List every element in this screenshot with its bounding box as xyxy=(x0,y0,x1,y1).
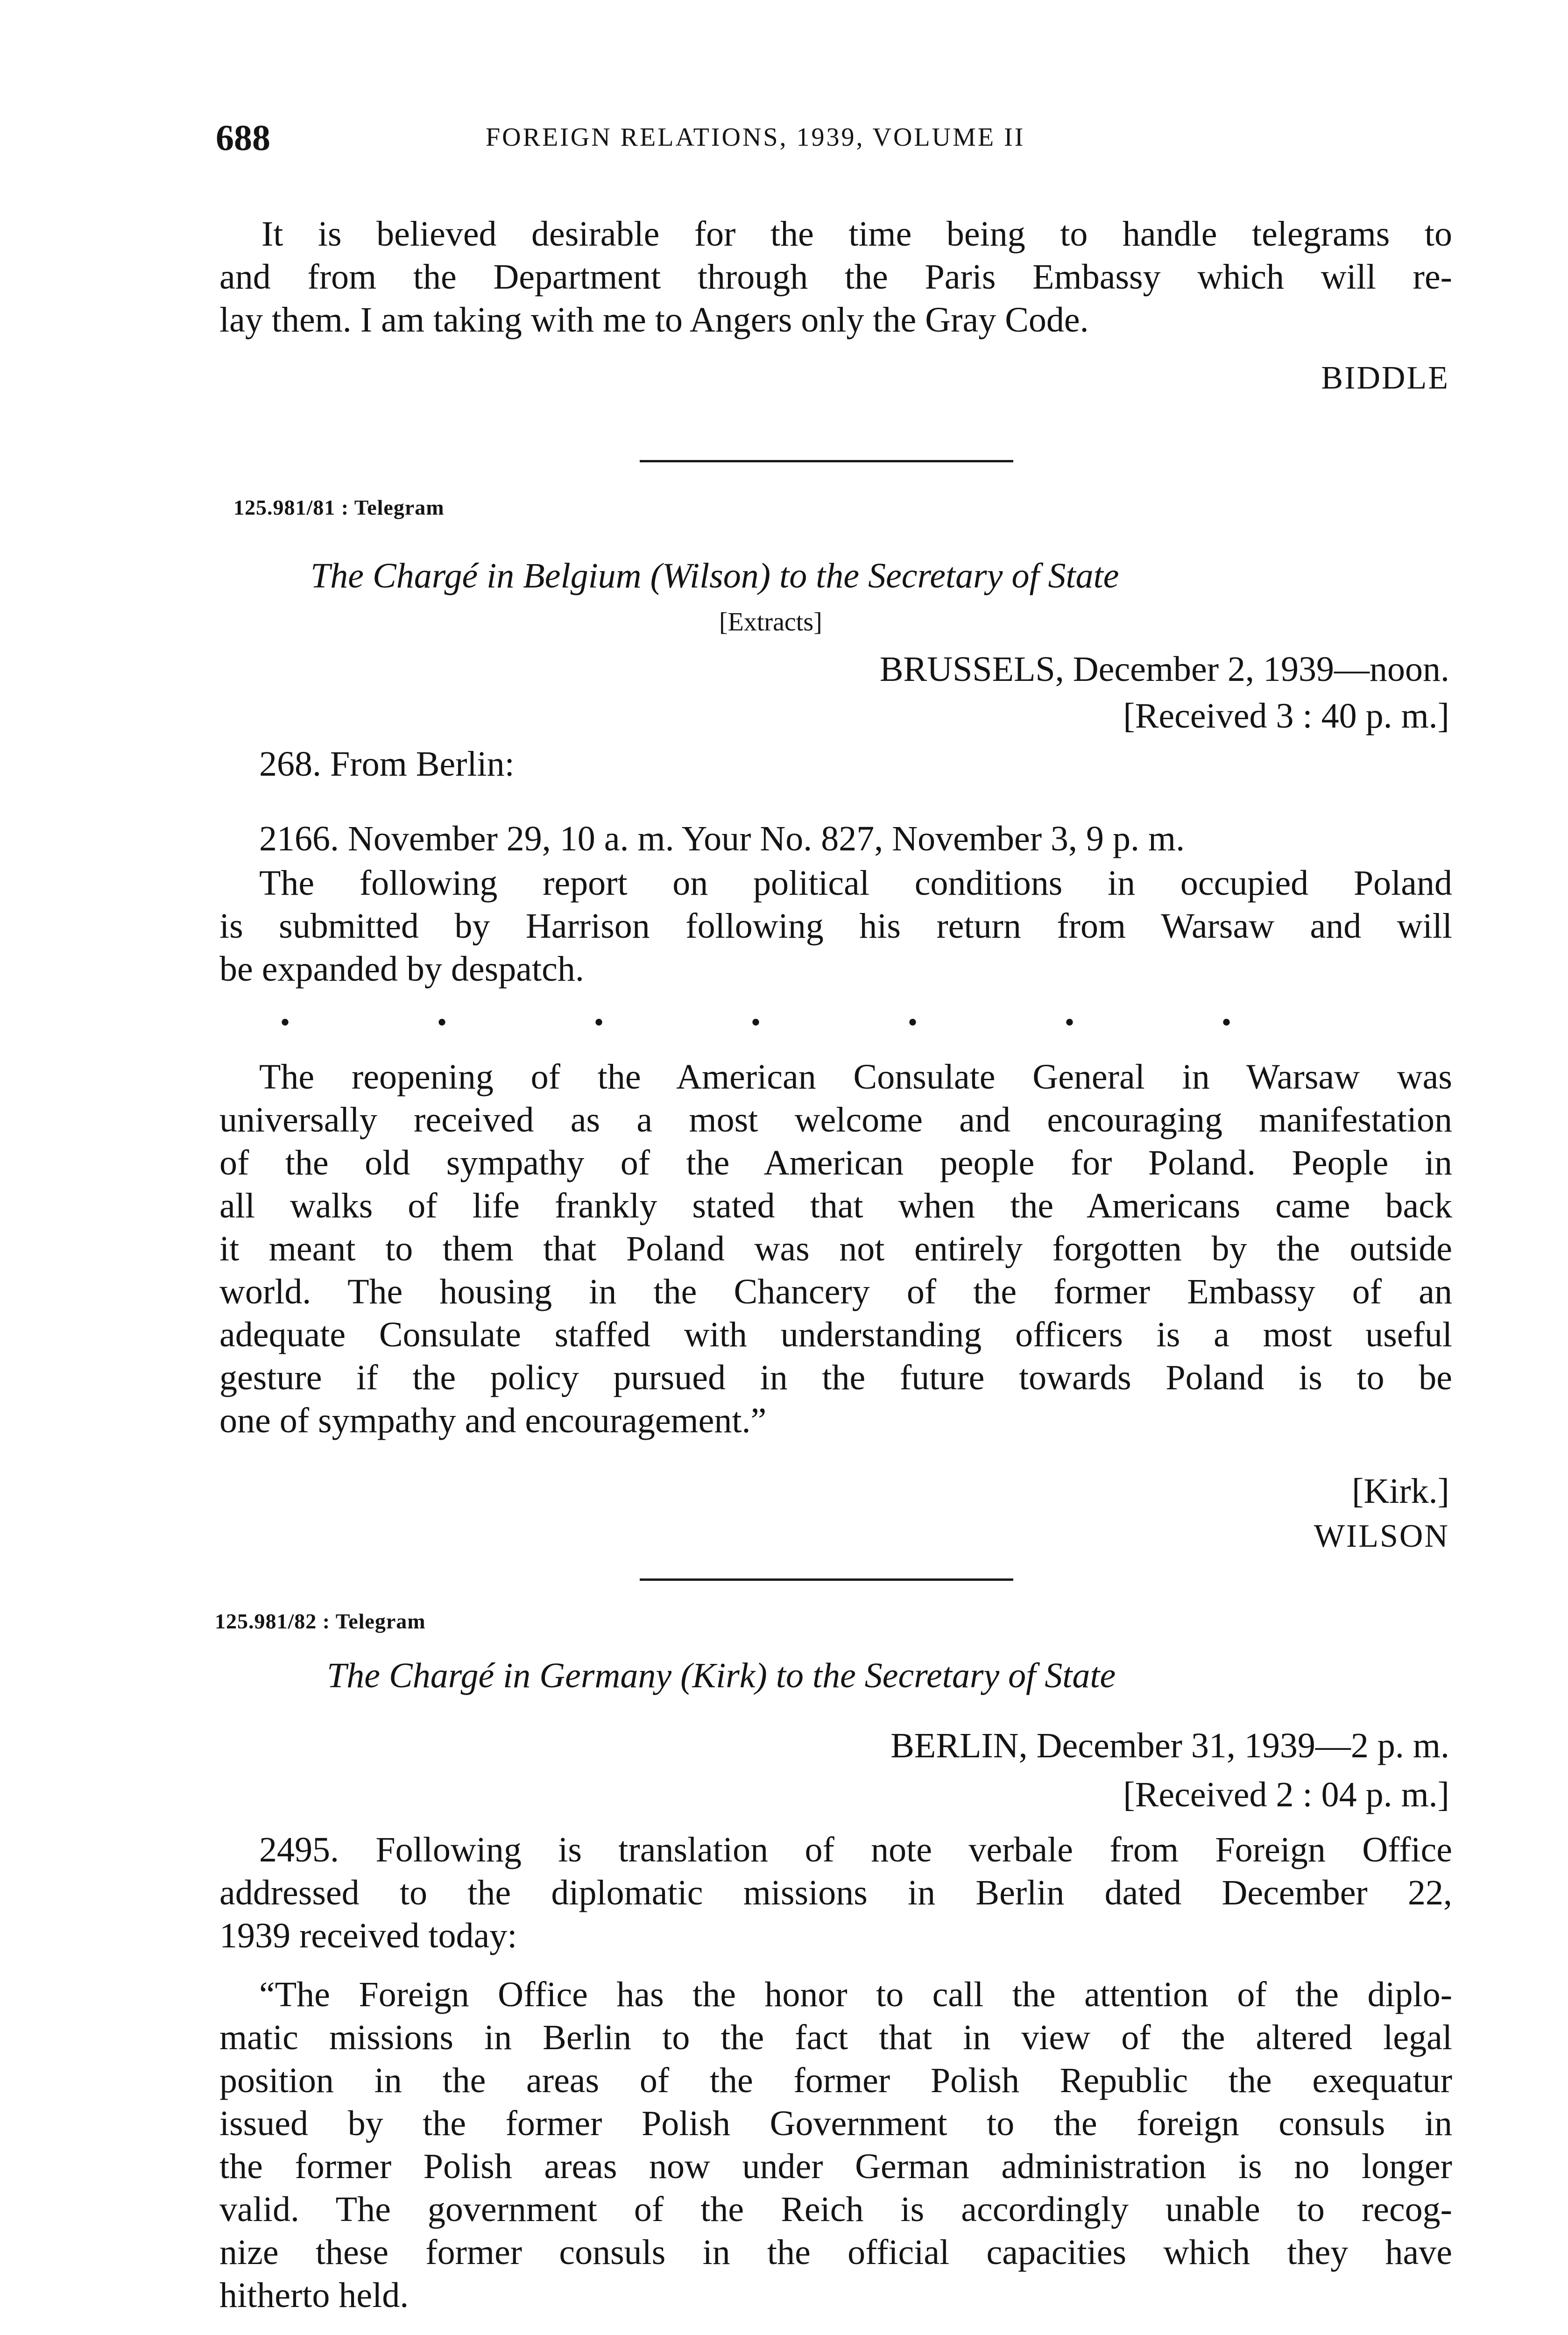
text-line: world. The housing in the Chancery of the former Embassy of an xyxy=(219,1272,1452,1311)
text-line: matic missions in Berlin to the fact that in view of the altered legal xyxy=(219,2018,1452,2057)
doc2-file-number: 125.981/81 : Telegram xyxy=(233,495,445,519)
text-line: issued by the former Polish Government to the foreign consuls in xyxy=(219,2104,1452,2143)
text-line: “The Foreign Office has the honor to call the attention of the diplo- xyxy=(259,1975,1452,2014)
text-line: of the old sympathy of the American people for Poland. People in xyxy=(219,1143,1452,1182)
doc3-note xyxy=(219,1973,1452,2317)
page-number: 688 xyxy=(216,117,270,158)
text-line: adequate Consulate staffed with understanding officers is a most useful xyxy=(219,1315,1452,1354)
text-line: the former Polish areas now under German administration is no longer xyxy=(219,2147,1452,2186)
text-line: 2495. Following is translation of note verbale from Foreign Office xyxy=(259,1830,1452,1869)
doc2-report xyxy=(219,862,1452,991)
doc1-paragraph xyxy=(219,212,1452,341)
ellipsis-dots: • • • • • • • xyxy=(280,1007,1302,1038)
text-line: one of sympathy and encouragement.” xyxy=(219,1401,767,1440)
doc2-dateline: BRUSSELS, December 2, 1939—noon. xyxy=(879,650,1449,689)
text-line: and from the Department through the Paris Embassy which will re- xyxy=(219,257,1452,297)
text-line: universally received as a most welcome and encouraging manifestation xyxy=(219,1100,1452,1139)
doc2-received: [Received 3 : 40 p. m.] xyxy=(1123,696,1449,736)
text-line: nize these former consuls in the official capacities which they have xyxy=(219,2233,1452,2272)
text-line: be expanded by despatch. xyxy=(219,949,584,989)
text-line: position in the areas of the former Polish Republic the exequatur xyxy=(219,2061,1452,2100)
text-line: all walks of life frankly stated that when the Americans came back xyxy=(219,1186,1452,1225)
doc2-telegram-ref: 2166. November 29, 10 a. m. Your No. 827, November 3, 9 p. m. xyxy=(259,819,1185,858)
text-line: gesture if the policy pursued in the future towards Poland is to be xyxy=(219,1358,1452,1397)
running-title: FOREIGN RELATIONS, 1939, VOLUME II xyxy=(486,123,1025,152)
doc2-intro: 268. From Berlin: xyxy=(259,744,515,784)
doc1-signature: BIDDLE xyxy=(1321,360,1449,396)
text-line: lay them. I am taking with me to Angers only the Gray Code. xyxy=(219,300,1089,340)
doc2-quote xyxy=(219,1055,1452,1442)
text-line: 1939 received today: xyxy=(219,1916,517,1955)
doc2-signature: WILSON xyxy=(1314,1518,1449,1554)
section-divider xyxy=(640,460,1013,462)
text-line: The following report on political conditions in occupied Poland xyxy=(259,863,1452,903)
doc2-bracket-name: [Kirk.] xyxy=(1352,1472,1449,1511)
doc2-title: The Chargé in Belgium (Wilson) to the Secretary of State xyxy=(311,556,1119,595)
doc3-file-number: 125.981/82 : Telegram xyxy=(215,1609,426,1633)
section-divider xyxy=(640,1578,1013,1581)
text-line: is submitted by Harrison following his return from Warsaw and will xyxy=(219,906,1452,946)
text-line: valid. The government of the Reich is accordingly unable to recog- xyxy=(219,2190,1452,2229)
text-line: hitherto held. xyxy=(219,2276,409,2315)
text-line: It is believed desirable for the time being to handle telegrams to xyxy=(261,214,1452,254)
doc3-title: The Chargé in Germany (Kirk) to the Secretary of State xyxy=(327,1656,1116,1695)
doc3-received: [Received 2 : 04 p. m.] xyxy=(1123,1775,1449,1814)
extracts-note: [Extracts] xyxy=(719,608,822,637)
doc3-dateline: BERLIN, December 31, 1939—2 p. m. xyxy=(890,1726,1449,1765)
text-line: it meant to them that Poland was not entirely forgotten by the outside xyxy=(219,1229,1452,1268)
doc3-intro xyxy=(219,1828,1452,1957)
text-line: The reopening of the American Consulate General in Warsaw was xyxy=(259,1057,1452,1097)
text-line: addressed to the diplomatic missions in Berlin dated December 22, xyxy=(219,1873,1452,1912)
